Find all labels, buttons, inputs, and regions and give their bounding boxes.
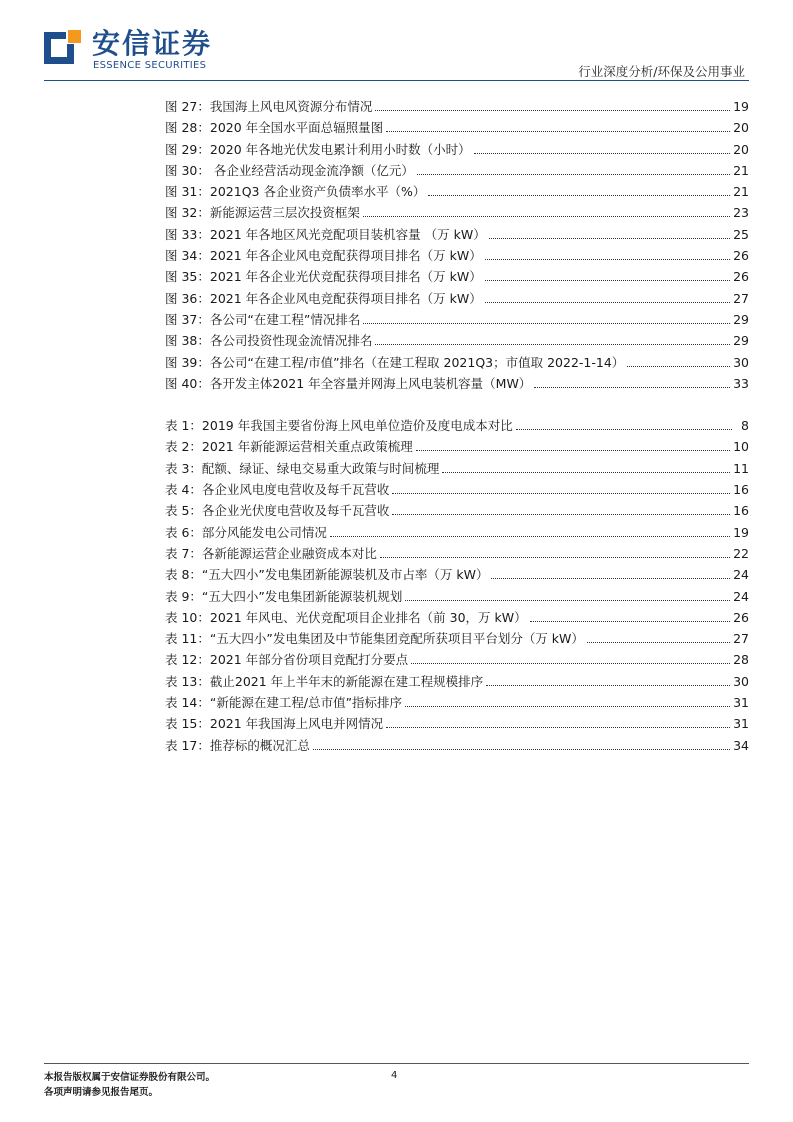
toc-entry-table[interactable] [165,458,749,479]
toc-entry-page: 29 [733,333,749,349]
toc-entry-figure[interactable] [165,288,749,309]
toc-entry-figure[interactable] [165,160,749,181]
toc-entry-title: 图 30： 各企业经营活动现金流净额（亿元） [165,162,414,178]
toc-entry-figure[interactable] [165,139,749,160]
toc-entry-title: 表 7：各新能源运营企业融资成本对比 [165,545,377,561]
toc-entry-figure[interactable] [165,224,749,245]
toc-entry-title: 图 27：我国海上风电风资源分布情况 [165,99,373,114]
disclaimer-notice: 各项声明请参见报告尾页。 [44,1087,159,1098]
dot-leader [386,131,730,132]
toc-entry-figure[interactable] [165,309,749,330]
toc-entry-title: 表 11：“五大四小”发电集团及中节能集团竞配所获项目平台划分（万 kW） [165,631,584,647]
toc-entry-table[interactable] [165,649,749,670]
toc-entry-table[interactable] [165,713,749,734]
toc-entry-page: 31 [733,695,749,711]
toc-entry-title: 表 1：2019 年我国主要省份海上风电单位造价及度电成本对比 [165,418,513,434]
toc-entry-table[interactable] [165,586,749,607]
dot-leader [405,600,730,601]
toc-entry-title: 表 17：推荐标的概况汇总 [165,737,310,753]
toc-entry-page: 23 [733,205,749,221]
toc-entry-page: 8 [741,418,749,434]
toc-entry-page: 27 [733,290,749,306]
toc-entry-title: 表 8：“五大四小”发电集团新能源装机及市占率（万 kW） [165,567,489,583]
toc-entry-title: 表 10：2021 年风电、光伏竞配项目企业排名（前 30，万 kW） [165,609,527,625]
page-number: 4 [391,1070,398,1081]
toc-entry-table[interactable] [165,522,749,543]
toc-entry-page: 20 [733,141,749,157]
dot-leader [386,727,730,728]
toc-entry-page: 11 [733,460,749,476]
dot-leader [516,429,732,430]
toc-entry-title: 图 37：各公司“在建工程”情况排名 [165,311,361,327]
toc-entry-figure[interactable] [165,96,749,117]
toc-entry-page: 24 [733,588,749,604]
toc-entry-table[interactable] [165,415,749,436]
toc-entry-title: 图 35：2021 年各企业光伏竞配获得项目排名（万 kW） [165,269,482,285]
dot-leader [534,387,730,388]
toc-entry-title: 表 2：2021 年新能源运营相关重点政策梳理 [165,439,413,455]
toc-entry-page: 26 [733,269,749,285]
toc-entry-page: 26 [733,248,749,264]
toc-entry-title: 表 6：部分风能发电公司情况 [165,524,327,540]
toc-entry-page: 28 [733,652,749,668]
toc-entry-title: 图 29：2020 年各地光伏发电累计利用小时数（小时） [165,141,471,157]
toc-entry-page: 30 [733,354,749,370]
toc-entry-title: 表 13：截止2021 年上半年末的新能源在建工程规模排序 [165,673,484,689]
toc-entry-figure[interactable] [165,352,749,373]
logo-chinese-name: 安信证券 [92,27,213,60]
toc-entry-page: 16 [733,482,749,498]
toc-entry-title: 表 9：“五大四小”发电集团新能源装机规划 [165,588,403,604]
toc-entry-page: 27 [733,631,749,647]
dot-leader [587,642,730,643]
toc-entry-table[interactable] [165,628,749,649]
toc-entry-page: 24 [733,567,749,583]
dot-leader [375,344,730,345]
dot-leader [474,153,730,154]
toc-entry-title: 图 32：新能源运营三层次投资框架 [165,205,360,221]
dot-leader [489,238,730,239]
header-divider [44,80,749,81]
toc-entry-title: 图 34：2021 年各企业风电竞配获得项目排名（万 kW） [165,248,482,264]
essence-logo-icon [44,28,82,68]
toc-entry-page: 16 [733,503,749,519]
toc-entry-page: 19 [733,524,749,540]
dot-leader [363,323,730,324]
dot-leader [416,450,730,451]
toc-entry-page: 26 [733,609,749,625]
table-list [165,415,749,756]
toc-entry-title: 表 4：各企业风电度电营收及每千瓦营收 [165,482,390,498]
toc-entry-title: 图 39：各公司“在建工程/市值”排名（在建工程取 2021Q3；市值取 2022-1-14） [165,354,625,370]
dot-leader [627,366,730,367]
dot-leader [442,472,730,473]
footer-divider [44,1063,749,1064]
toc-entry-figure[interactable] [165,245,749,266]
toc-entry-title: 图 28：2020 年全国水平面总辐照量图 [165,120,384,136]
toc-entry-page: 19 [733,99,749,114]
toc-entry-table[interactable] [165,479,749,500]
toc-entry-table[interactable] [165,607,749,628]
toc-entry-title: 表 12：2021 年部分省份项目竞配打分要点 [165,652,409,668]
logo-english-name: ESSENCE SECURITIES [93,60,207,71]
toc-entry-page: 29 [733,311,749,327]
toc-entry-table[interactable] [165,692,749,713]
toc-entry-page: 21 [733,184,749,200]
toc-entry-table[interactable] [165,735,749,756]
toc-entry-table[interactable] [165,543,749,564]
toc-entry-title: 表 14：“新能源在建工程/总市值”指标排序 [165,695,403,711]
toc-entry-page: 21 [733,162,749,178]
toc-entry-figure[interactable] [165,202,749,223]
toc-entry-page: 22 [733,545,749,561]
toc-entry-table[interactable] [165,500,749,521]
dot-leader [363,216,730,217]
figure-list [165,96,749,394]
dot-leader [405,706,730,707]
toc-entry-page: 34 [733,737,749,753]
dot-leader [485,280,730,281]
toc-entry-title: 图 33：2021 年各地区风光竞配项目装机容量 （万 kW） [165,226,486,242]
dot-leader [392,514,730,515]
dot-leader [330,536,730,537]
toc-entry-page: 31 [733,716,749,732]
toc-entry-figure[interactable] [165,181,749,202]
toc-entry-title: 图 40：各开发主体2021 年全容量并网海上风电装机容量（MW） [165,375,532,391]
toc-entry-table[interactable] [165,671,749,692]
toc-entry-title: 表 5：各企业光伏度电营收及每千瓦营收 [165,503,390,519]
dot-leader [530,621,730,622]
dot-leader [375,110,730,111]
toc-entry-figure[interactable] [165,117,749,138]
dot-leader [486,685,730,686]
toc-entry-page: 20 [733,120,749,136]
dot-leader [417,174,730,175]
toc-entry-title: 图 38：各公司投资性现金流情况排名 [165,333,373,349]
copyright-notice: 本报告版权属于安信证券股份有限公司。 [44,1072,216,1083]
toc-entry-title: 表 15：2021 年我国海上风电并网情况 [165,716,384,732]
dot-leader [485,302,730,303]
toc-entry-table[interactable] [165,436,749,457]
toc-entry-title: 表 3：配额、绿证、绿电交易重大政策与时间梳理 [165,460,440,476]
dot-leader [392,493,730,494]
dot-leader [313,749,730,750]
toc-entry-figure[interactable] [165,330,749,351]
report-category: 行业深度分析/环保及公用事业 [578,64,745,79]
page-header [0,0,793,80]
toc-entry-table[interactable] [165,564,749,585]
toc-entry-page: 10 [733,439,749,455]
dot-leader [411,663,730,664]
toc-entry-page: 30 [733,673,749,689]
toc-entry-figure[interactable] [165,266,749,287]
dot-leader [485,259,730,260]
dot-leader [428,195,730,196]
toc-entry-page: 33 [733,375,749,391]
table-of-contents [165,96,749,756]
dot-leader [491,578,730,579]
toc-entry-page: 25 [733,226,749,242]
toc-entry-figure[interactable] [165,373,749,394]
dot-leader [380,557,730,558]
toc-entry-title: 图 36：2021 年各企业风电竞配获得项目排名（万 kW） [165,290,482,306]
toc-entry-title: 图 31：2021Q3 各企业资产负债率水平（%） [165,184,426,200]
